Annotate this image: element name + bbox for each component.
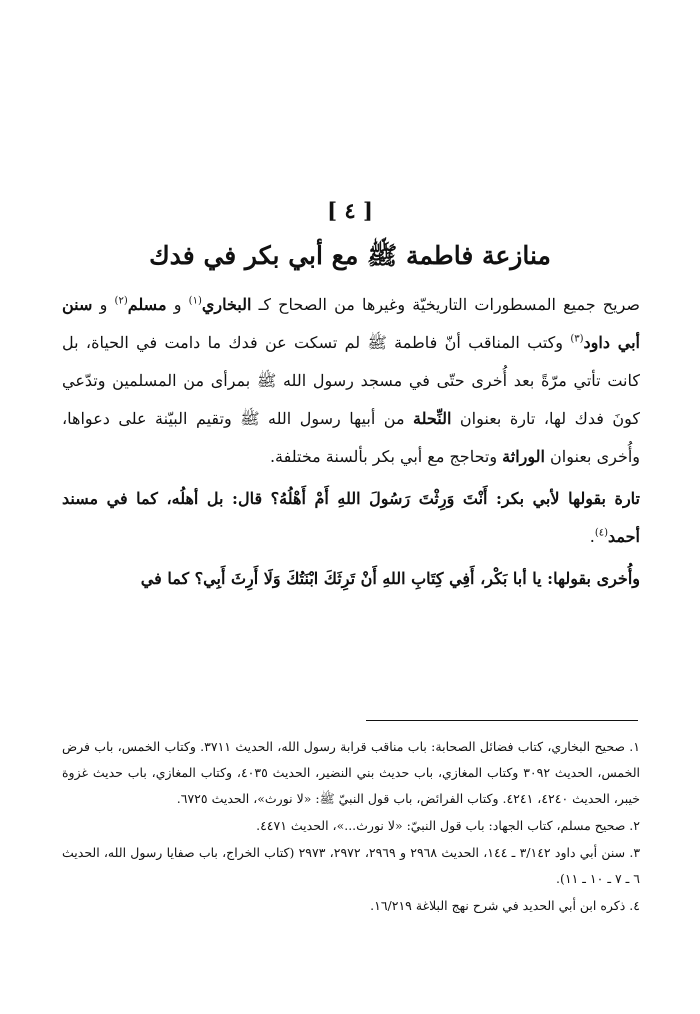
footnote-ref-1: (١) [188, 295, 202, 307]
term-wiratha: الوراثة [502, 447, 545, 466]
source-bukhari: البخاري [201, 295, 252, 314]
quote-text: وأُخرى بقولها: يا أبا بَكْر، أَفِي كِتَابِ اللهِ أَنْ تَرِثَكَ ابْنَتُكَ وَلَا أَرِثَ أَبِي؟ كما في [140, 569, 640, 588]
text-span: وتحاجج مع أبي بكر بألسنة مختلفة. [269, 447, 503, 466]
footnote-2: ٢. صحيح مسلم، كتاب الجهاد: باب قول النبيّ: «لا نورث...»، الحديث ٤٤٧١. [256, 818, 640, 833]
footnote-divider [366, 720, 638, 721]
chapter-number: [ ٤ ] [327, 198, 373, 223]
footnote-ref-2: (٢) [114, 295, 128, 307]
footnote-3: ٣. سنن أبي داود ٣/١٤٢ ـ ١٤٤، الحديث ٢٩٦٨ و ٢٩٦٩، ٢٩٧٢، ٢٩٧٣ (كتاب الخراج، باب صفايا رسول الله، الحديث ٦ ـ ٧ ـ ١٠ ـ ١١). [62, 845, 641, 886]
paragraph-1 [62, 286, 640, 476]
footnote-4: ٤. ذكره ابن أبي الحديد في شرح نهج البلاغة ١٦/٢١٩. [370, 898, 640, 913]
footnote-1: ١. صحيح البخاري، كتاب فضائل الصحابة: باب مناقب قرابة رسول الله، الحديث ٣٧١١. وكتاب الخمس، باب فرض الخمس، الحديث ٣٠٩٢ وكتاب المغازي، باب حديث بني النضير، الحديث ٤٠٣٥، وكتاب المغازي، باب حديث غزوة خيبر، الحديث ٤٢٤٠، ٤٢٤١. وكتاب الفرائض، باب قول النبيّ ﷺ: «لا نورث»، الحديث ٦٧٢٥. [62, 739, 641, 806]
text-span: . [589, 527, 595, 546]
footnotes [62, 734, 640, 920]
quote-text: تارة بقولها لأبي بكر: أَنْتَ وَرِثْتَ رَسُولَ اللهِ أَمْ أَهْلُهُ؟ قال: بل أهلُه، كما في مسند أحمد [62, 489, 640, 546]
term-nihla: النِّحلة [413, 409, 452, 428]
paragraph-2 [62, 480, 640, 556]
text-span: وكتب المناقب أنّ فاطمة ﷺ لم تسكت عن فدك ما دامت في الحياة، بل كانت تأتي مرّةً بعد أُخرى حتّى في مسجد رسول الله ﷺ بمرأى من المسلمين وتدّعي كونَ فدك لها، تارة بعنوان [62, 333, 641, 428]
source-muslim: مسلم [127, 295, 167, 314]
source-abu-dawud: سنن أبي داود [62, 295, 640, 352]
text-span: و [92, 295, 115, 314]
footnote-ref-3: (٣) [570, 333, 584, 345]
footnote-ref-4: (٤) [594, 527, 609, 539]
paragraph-3 [62, 560, 640, 598]
text-span: من أبيها رسول الله ﷺ وتقيم البيّنة على دعواها، وأُخرى بعنوان [62, 409, 640, 466]
text-span: و [166, 295, 189, 314]
text-span: صريح جميع المسطورات التاريخيّة وغيرها من الصحاح كـ [251, 295, 640, 314]
chapter-title: منازعة فاطمة ﷺ مع أبي بكر في فدك [149, 241, 551, 270]
main-text [62, 286, 640, 598]
